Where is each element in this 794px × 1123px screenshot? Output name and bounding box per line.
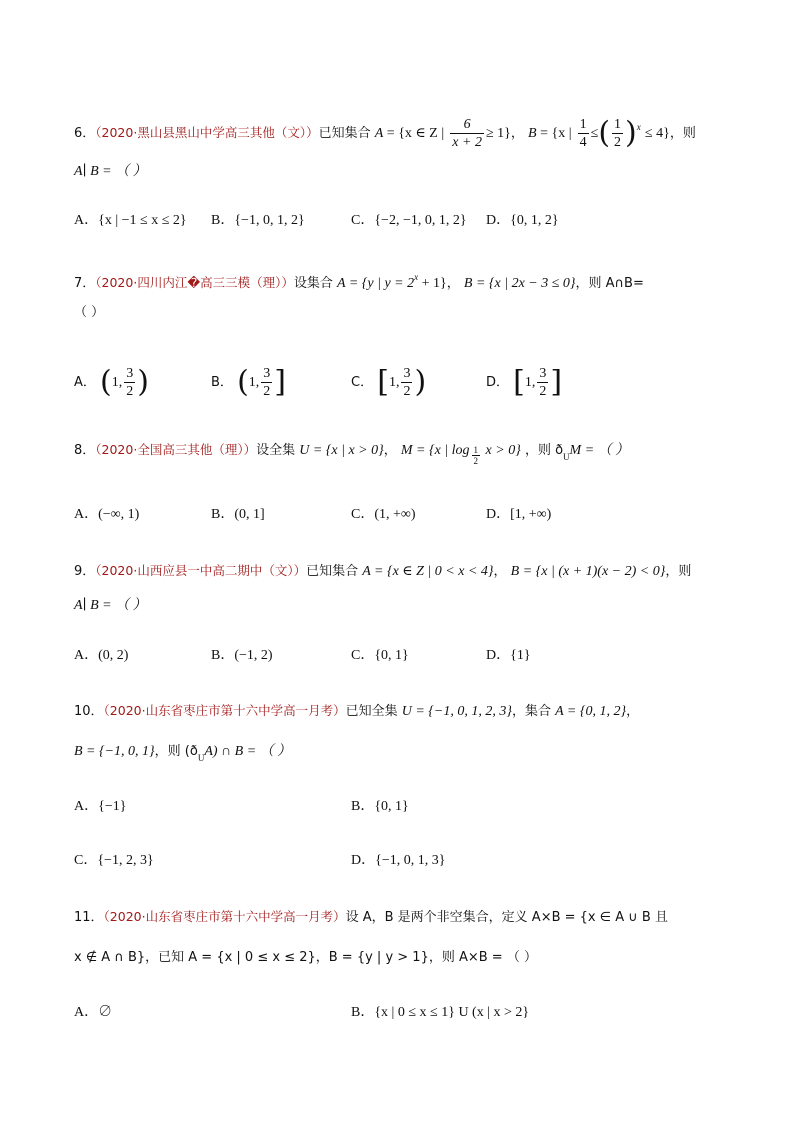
- fraction-numerator: 1: [579, 117, 587, 132]
- fraction-denominator: 2: [473, 456, 479, 466]
- option-b: B．{x | 0 ≤ x ≤ 1} U (x | x > 2}: [351, 1005, 530, 1020]
- math-text: 1,: [524, 375, 536, 390]
- fraction: [612, 116, 623, 151]
- math-text: A = {0, 1, 2}: [555, 704, 627, 719]
- punctuation: ，: [493, 564, 507, 579]
- question-source: （2020·黑山县黑山中学高三其他（文））: [95, 125, 319, 140]
- question-number: 6．: [74, 126, 96, 141]
- math-text: M = （ ）: [569, 443, 630, 458]
- fraction-numerator: 3: [263, 366, 271, 381]
- bracket-right: ): [137, 364, 149, 400]
- option-d: D．[1, +∞): [486, 507, 552, 522]
- option-a: [74, 365, 149, 400]
- option-a: A．(−∞, 1): [74, 507, 140, 522]
- math-text: 1,: [111, 375, 123, 390]
- bracket-left: [: [513, 364, 525, 400]
- option-c: C．{−1, 2, 3}: [74, 853, 154, 868]
- math-text: ≥ 1}: [485, 126, 511, 141]
- question-tail: ，则 (ð: [154, 744, 198, 759]
- fraction-denominator: 2: [614, 135, 622, 150]
- option-b: B．(−1, 2): [211, 648, 273, 663]
- exponent: x: [636, 122, 641, 132]
- option-label: A．: [74, 375, 96, 390]
- fraction-numerator: 3: [403, 366, 411, 381]
- fraction-numerator: 1: [473, 445, 479, 455]
- subscript: U: [197, 753, 205, 763]
- question-9-line-1: [74, 561, 691, 582]
- option-d: [486, 365, 562, 400]
- math-text: x > 0}: [482, 443, 521, 458]
- math-text: 1,: [388, 375, 400, 390]
- question-stem: 设集合: [293, 276, 333, 291]
- question-10-line-1: [74, 701, 639, 722]
- question-9-line-2: A∣ B = （ ）: [74, 598, 147, 613]
- question-stem: 已知集合: [306, 564, 359, 579]
- question-7-line-2: （ ）: [74, 305, 105, 320]
- punctuation: ，: [383, 443, 397, 458]
- subscript: U: [563, 452, 570, 462]
- question-number: 7．: [74, 276, 96, 291]
- fraction-numerator: 3: [126, 366, 134, 381]
- math-text: A) ∩ B = （ ）: [204, 744, 292, 759]
- question-11-line-2: x ∉ A ∩ B}，已知 A = {x | 0 ≤ x ≤ 2}，B = {y | y > 1}，则 A×B = （ ）: [74, 950, 537, 965]
- math-text: M = {x | log: [400, 443, 470, 458]
- question-source: （2020·山西应县一中高二期中（文））: [95, 563, 307, 578]
- option-a: A．{x | −1 ≤ x ≤ 2}: [74, 213, 187, 228]
- question-tail: ，则 A∩B=: [575, 276, 644, 291]
- math-text: = {x |: [536, 126, 572, 141]
- math-text: B = {−1, 0, 1}: [74, 744, 155, 759]
- punctuation: ，: [510, 126, 524, 141]
- fraction: [578, 116, 589, 151]
- question-number: 9．: [74, 564, 96, 579]
- fraction: [401, 365, 412, 400]
- option-label: D．: [486, 375, 510, 390]
- option-label: C．: [351, 375, 374, 390]
- question-tail: ，则: [665, 564, 692, 579]
- option-b: [211, 365, 286, 400]
- fraction-denominator: 2: [539, 384, 547, 399]
- bracket-right: ): [414, 364, 427, 400]
- fraction-numerator: 3: [539, 366, 547, 381]
- question-source: （2020·山东省枣庄市第十六中学高一月考）: [103, 909, 346, 924]
- question-number: 10．: [74, 704, 104, 719]
- punctuation: ，: [446, 276, 460, 291]
- fraction: [450, 116, 484, 151]
- math-text: A = {x ∈ Z | 0 < x < 4}: [362, 564, 494, 579]
- option-a: A．{−1}: [74, 799, 127, 814]
- question-6-line-2: A∣ B = （ ）: [74, 164, 147, 179]
- math-symbol: A: [374, 126, 384, 141]
- exponent: x: [414, 272, 419, 282]
- option-c: [351, 365, 426, 400]
- question-source: （2020·山东省枣庄市第十六中学高一月考）: [103, 703, 346, 718]
- option-b: B．{−1, 0, 1, 2}: [211, 213, 305, 228]
- question-source: （2020·全国高三其他（理））: [95, 442, 257, 457]
- bracket-right: ]: [550, 364, 563, 400]
- question-tail: ，则 ð: [524, 443, 564, 458]
- fraction-numerator: 1: [614, 117, 622, 132]
- option-c: C．{−2, −1, 0, 1, 2}: [351, 213, 467, 228]
- fraction: [124, 365, 135, 400]
- question-stem: 已知集合: [318, 126, 371, 141]
- option-b: B．(0, 1]: [211, 507, 265, 522]
- paren-left: (: [598, 115, 611, 151]
- question-11-line-1: [74, 907, 668, 928]
- math-text: U = {x | x > 0}: [299, 443, 384, 458]
- fraction-denominator: 2: [403, 384, 411, 399]
- question-stem: 已知全集: [345, 704, 398, 719]
- option-d: D．{1}: [486, 648, 531, 663]
- fraction-denominator: 2: [263, 384, 271, 399]
- fraction-denominator: 2: [126, 384, 134, 399]
- fraction-denominator: 4: [579, 135, 587, 150]
- question-number: 8．: [74, 443, 96, 458]
- question-8-line-1: [74, 440, 629, 467]
- bracket-left: [: [377, 364, 389, 400]
- question-tail: ，则: [669, 126, 696, 141]
- option-c: C．{0, 1}: [351, 648, 409, 663]
- math-text: 1,: [248, 375, 260, 390]
- bracket-left: (: [237, 364, 249, 400]
- bracket-left: (: [100, 364, 112, 400]
- option-label: B．: [211, 375, 233, 390]
- question-stem: 设全集: [256, 443, 296, 458]
- fraction-denominator: x + 2: [452, 135, 482, 150]
- option-d: D．{−1, 0, 1, 3}: [351, 853, 446, 868]
- math-text: U = {−1, 0, 1, 2, 3}: [401, 704, 512, 719]
- bracket-right: ]: [274, 364, 286, 400]
- punctuation: ，: [626, 704, 640, 719]
- question-stem: ，集合: [511, 704, 551, 719]
- question-10-line-2: [74, 742, 291, 768]
- question-stem: 设 A，B 是两个非空集合，定义 A×B = {x ∈ A ∪ B 且: [345, 910, 668, 925]
- question-source: （2020·四川内江�高三三模（理））: [95, 275, 294, 290]
- math-text: B = {x | 2x − 3 ≤ 0}: [463, 276, 576, 291]
- question-7-line-1: [74, 267, 644, 294]
- option-a: A．(0, 2): [74, 648, 129, 663]
- math-text: = {x ∈ Z |: [383, 126, 445, 141]
- math-text: ≤ 4}: [644, 126, 670, 141]
- option-c: C．(1, +∞): [351, 507, 416, 522]
- fraction: [261, 365, 272, 400]
- math-text: ≤: [590, 126, 599, 141]
- math-text: B = {x | (x + 1)(x − 2) < 0}: [510, 564, 666, 579]
- question-6-line-1: [74, 116, 696, 151]
- option-b: B．{0, 1}: [351, 799, 409, 814]
- paren-right: ): [625, 115, 637, 151]
- math-text: + 1}: [418, 276, 447, 291]
- option-a: A．∅: [74, 1005, 113, 1020]
- math-text: A = {y | y = 2: [337, 276, 415, 291]
- fraction: [537, 365, 548, 400]
- question-number: 11．: [74, 910, 104, 925]
- option-d: D．{0, 1, 2}: [486, 213, 559, 228]
- math-symbol: B: [528, 126, 537, 141]
- log-base-fraction: [472, 445, 481, 466]
- fraction-numerator: 6: [450, 116, 484, 134]
